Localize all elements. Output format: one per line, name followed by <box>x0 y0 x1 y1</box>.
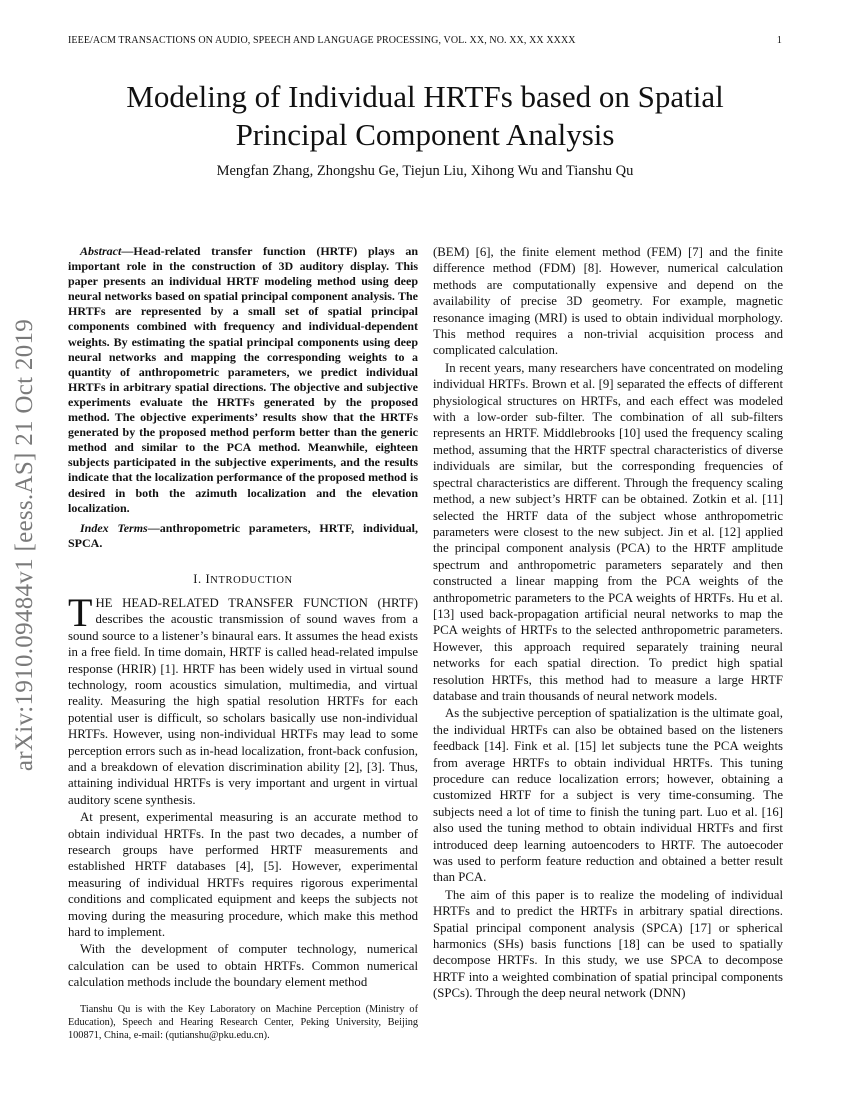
intro-paragraph-1 <box>68 589 418 808</box>
author-footnote <box>68 1003 418 1042</box>
intro-paragraph-5: As the subjective perception of spatialization is the ultimate goal, the individual HRTFs can also be obtained based on the listeners feedback [14]. Fink et al. [15] let subjects tune the PCA weights from average HRTFs to obtain individual HRTFs. This tuning procedure can reduce localization errors; however, obtaining a customized HRTF for a subject is very time-consuming. The subjects need a lot of time to finish the tuning part. Luo et al. [16] also used the tuning method to obtain individual HRTFs and first introduced deep learning autoencoders to HRTF. The autoecoder was used to perform feature reduction and obtained a better result than PCA. <box>433 706 783 885</box>
footnote-text: Tianshu Qu is with the Key Laboratory on Machine Perception (Ministry of Education), Speech and Hearing Research Center, Peking University, Beijing 100871, China, e-mail: (qutianshu@pku.edu.cn). <box>68 1004 418 1041</box>
running-header <box>68 35 782 46</box>
journal-name: IEEE/ACM TRANSACTIONS ON AUDIO, SPEECH AND LANGUAGE PROCESSING, VOL. XX, NO. XX, XX XXXX <box>68 35 576 46</box>
intro-paragraph-3-continued: (BEM) [6], the finite element method (FEM) [7] and the finite difference method (FDM) [8]. However, numerical calculation methods are computationally expensive and depend on the availability of precise 3D geometry. For example, magnetic resonance imaging (MRI) is used to obtain individual morphology. This method requires a non-trivial acquisition process and complicated calculation. <box>433 245 783 358</box>
intro-paragraph-2: At present, experimental measuring is an accurate method to obtain individual HRTFs. In the past two decades, a number of research groups have performed HRTF measurements and established HRTF databases [4], [5]. However, experimental measuring of individual HRTFs requires rigorous experimental conditions and complicated equipment and keeps the subjects not moving during the measuring procedure, which make this method hard to implement. <box>68 810 418 939</box>
section-number: I. <box>193 571 206 586</box>
paper-title <box>60 78 790 154</box>
abstract <box>68 244 418 516</box>
intro-paragraph-6: The aim of this paper is to realize the modeling of individual HRTFs and to predict the HRTFs in arbitrary spatial directions. Spatial principal component analysis (SPCA) [17] or spherical harmonics (SHs) basis functions [18] can be used to spatially decompose HRTFs. In this study, we use SPCA to decompose HRTF into a weighted combination of spatial principal components (SPCs). Through the deep neural network (DNN) <box>433 887 783 1001</box>
section-title-initial: I <box>205 571 211 586</box>
page-number: 1 <box>776 35 782 46</box>
title-line-2: Principal Component Analysis <box>235 117 615 152</box>
section-heading-introduction <box>68 572 418 587</box>
section-title-rest: NTRODUCTION <box>210 574 293 586</box>
title-line-1: Modeling of Individual HRTFs based on Spatial <box>126 79 724 114</box>
arxiv-sidebar <box>2 290 48 800</box>
intro-paragraph-4: In recent years, many researchers have concentrated on modeling individual HRTFs. Brown et al. [9] separated the effects of different physiological structures on HRTFs, and each effect was modeled with a low-order sub-filter. The combination of all sub-filters represents an HRTF. Middlebrooks [10] used the frequency scaling method, assuming that the HRTF spectral characteristics of diverse individuals are similar, but the corresponding frequencies of spectral characteristics are different. Through the frequency scaling method, a new subject’s HRTF can be obtained. Zotkin et al. [11] selected the HRTF data of the subject whose anthropometric parameters were closest to the new subject. Jin et al. [12] applied the principal component analysis (PCA) to the HRTF amplitude spectrum and anthropometric parameters separately and then constructed a linear mapping from the PCA weights of the anthropometric parameters to the PCA weights of HRTFs. Hu et al. [13] used back-propagation artificial neural networks to map the PCA weights of HRTFs to the selected anthropometric parameters. However, this approach required separately training neural networks for each spatial direction. To predict high spatial resolution HRTFs, this method had to measure a large HRTF database and train thousands of neural network models. <box>433 360 783 703</box>
left-column <box>68 244 418 991</box>
abstract-label: Abstract <box>80 244 122 258</box>
abstract-text: —Head-related transfer function (HRTF) plays an important role in the construction of 3D auditory display. This paper presents an individual HRTF modeling method using deep neural networks based on spatial principal component analysis. The HRTFs are represented by a small set of spatial principal components combined with frequency and individual-dependent weights. By estimating the spatial principal components using deep neural networks and mapping the corresponding weights to a quantity of anthropometric parameters, we predict individual HRTFs in arbitrary spatial directions. The objective and subjective experiments evaluate the HRTFs generated by the proposed method. The objective experiments’ results show that the HRTFs generated by the proposed method perform better than the generic method and similar to the PCA method. Meanwhile, eighteen subjects participated in the subjective experiments, and the results indicate that the localization performance of the proposed method is desired in both the azimuth localization and the elevation localization. <box>68 244 418 515</box>
intro-paragraph-3: With the development of computer technology, numerical calculation can be used to obtain HRTFs. Common numerical calculation methods include the boundary element method <box>68 942 418 990</box>
index-terms <box>68 521 418 551</box>
author-list: Mengfan Zhang, Zhongshu Ge, Tiejun Liu, Xihong Wu and Tianshu Qu <box>216 163 634 179</box>
drop-cap: T <box>68 589 93 635</box>
intro-paragraph-1-text: (HRTF) describes the acoustic transmission of sound waves from a sound source to a listener’s binaural ears. It assumes the head exists in a free field. In time domain, HRTF is called head-related impulse response (HRIR) [1]. HRTF has been widely used in virtual sound technology, room acoustics simulation, multimedia, and virtual reality. Measuring the high spatial resolution HRTFs for each potential user is difficult, so scholars basically use non-individual HRTFs. However, using non-individual HRTFs may lead to some perception errors such as in-head localization, front-back confusion, and a breakdown of elevation discrimination ability [2], [3]. Thus, attaining individual HRTFs is very important and urgent in virtual auditory scene synthesis. <box>68 595 418 807</box>
index-terms-label: Index Terms <box>80 520 148 535</box>
right-column <box>433 244 783 1002</box>
arxiv-identifier[interactable]: arXiv:1910.09484v1 [eess.AS] 21 Oct 2019 <box>11 318 38 772</box>
drop-cap-continuation: HE HEAD-RELATED TRANSFER FUNCTION <box>95 595 368 610</box>
index-terms-text: —anthropometric parameters, HRTF, individual, SPCA. <box>68 520 418 550</box>
